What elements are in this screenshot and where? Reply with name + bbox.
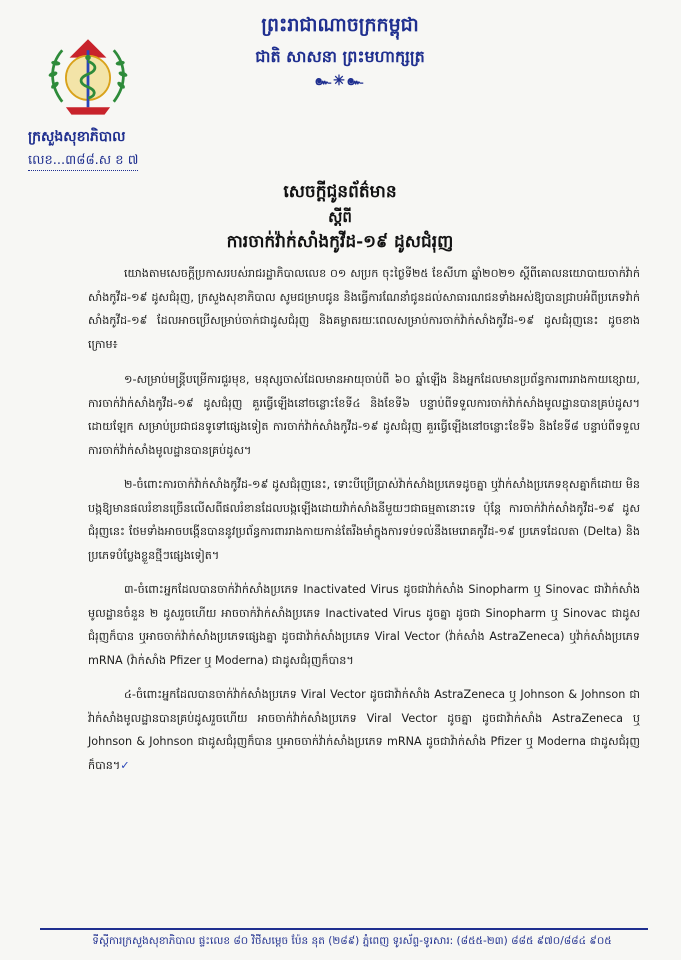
guideline-item-4 <box>88 683 640 777</box>
document-topic: ការចាក់វ៉ាក់សាំងកូវីដ-១៩ ដូសជំរុញ <box>226 232 454 252</box>
intro-paragraph: យោងតាមសេចក្ដីប្រកាសរបស់រាជរដ្ឋាភិបាលលេខ ០១ សប្រក ចុះថ្ងៃទី២៥ ខែសីហា ឆ្នាំ២០២១ ស្ដីពីគោលនយោបាយចាក់វ៉ាក់សាំងកូវីដ-១៩ ដូសជំរុញ, ក្រសួងសុខាភិបាល សូមជម្រាបជូន និងធ្វើការណែនាំជូនដល់សាធារណជនទាំងអស់ឱ្យបានជ្រាបអំពីប្រភេទវ៉ាក់សាំងកូវីដ-១៩ ដែលអាចប្រើសម្រាប់ចាក់ជាដូសជំរុញ និងគម្លាតរយៈពេលសម្រាប់ការចាក់វ៉ាក់សាំងកូវីដ-១៩ ដូសជំរុញនេះ ដូចខាងក្រោម៖ <box>88 267 640 351</box>
kingdom-motto: ជាតិ សាសនា ព្រះមហាក្សត្រ <box>255 47 425 66</box>
ornament-divider: ๛✳๛ <box>314 73 366 89</box>
document-body <box>88 262 640 788</box>
handwritten-mark: ✓ <box>120 758 130 772</box>
document-title: សេចក្ដីជូនព័ត៌មាន <box>283 182 397 202</box>
guideline-item-4-text: ៤-ចំពោះអ្នកដែលបានចាក់វ៉ាក់សាំងប្រភេទ Viral Vector ដូចជាវ៉ាក់សាំង AstraZeneca ឬ Johnson & Johnson ជាវ៉ាក់សាំងមូលដ្ឋានបានគ្រប់ដូសរួចហើយ អាចចាក់វ៉ាក់សាំងប្រភេទ Viral Vector ដូចគ្នា ដូចជាវ៉ាក់សាំង AstraZeneca ឬ Johnson & Johnson ជាដូសជំរុញក៏បាន ឬអាចចាក់វ៉ាក់សាំងប្រភេទ mRNA ដូចជាវ៉ាក់សាំង Pfizer ឬ Moderna ជាដូសជំរុញក៏បាន។ <box>88 688 640 772</box>
guideline-item-2: ២-ចំពោះការចាក់វ៉ាក់សាំងកូវីដ-១៩ ដូសជំរុញនេះ, ទោះបីប្រើប្រាស់វ៉ាក់សាំងប្រភេទដូចគ្នា ឬវ៉ាក់សាំងប្រភេទខុសគ្នាក៏ដោយ មិនបង្កឱ្យមានផលរំខានច្រើនលើសពីផលរំខានដែលបង្កឡើងដោយវ៉ាក់សាំងនីមួយៗជាធម្មតានោះទេ ប៉ុន្តែ ការចាក់វ៉ាក់សាំងកូវីដ-១៩ ដូសជំរុញនេះ ថែមទាំងអាចបង្កើនបាននូវប្រព័ន្ធការពាររាងកាយកាន់តែរឹងមាំក្នុងការទប់ទល់នឹងមេរោគកូវីដ-១៩ ប្រភេទដែលតា (Delta) និងប្រភេទបំប្លែងខ្លួនថ្មីៗផ្សេងទៀត។ <box>88 478 640 562</box>
document-title-block <box>120 180 560 254</box>
footer-divider <box>40 928 648 930</box>
document-subtitle: ស្ដីពី <box>328 208 352 226</box>
document-number: លេខ...៣៨៨.ស ខ ៧ <box>28 152 138 171</box>
guideline-item-3: ៣-ចំពោះអ្នកដែលបានចាក់វ៉ាក់សាំងប្រភេទ Inactivated Virus ដូចជាវ៉ាក់សាំង Sinopharm ឬ Sinovac ជាវ៉ាក់សាំងមូលដ្ឋានចំនួន ២ ដូសរួចហើយ អាចចាក់វ៉ាក់សាំងប្រភេទ Inactivated Virus ដូចគ្នា ដូចជា Sinopharm ឬ Sinovac ជាដូសជំរុញក៏បាន ឬអាចចាក់វ៉ាក់សាំងប្រភេទផ្សេងគ្នា ដូចជាវ៉ាក់សាំងប្រភេទ Viral Vector (វ៉ាក់សាំង AstraZeneca) ឬវ៉ាក់សាំងប្រភេទ mRNA (វ៉ាក់សាំង Pfizer ឬ Moderna) ជាដូសជំរុញក៏បាន។ <box>88 583 640 667</box>
guideline-item-1: ១-សម្រាប់មន្ត្រីបម្រើការជួរមុខ, មនុស្សចាស់ដែលមានអាយុចាប់ពី ៦០ ឆ្នាំឡើង និងអ្នកដែលមានប្រព័ន្ធការពាររាងកាយខ្សោយ, ការចាក់វ៉ាក់សាំងកូវីដ-១៩ ដូសជំរុញ គួរធ្វើឡើងនៅចន្លោះខែទី៤ និងខែទី៦ បន្ទាប់ពីទទួលការចាក់វ៉ាក់សាំងមូលដ្ឋានបានគ្រប់ដូស។ ដោយឡែក សម្រាប់ប្រជាជនទូទៅផ្សេងទៀត ការចាក់វ៉ាក់សាំងកូវីដ-១៩ ដូសជំរុញ គួរធ្វើឡើងនៅចន្លោះខែទី៦ និងខែទី៨ បន្ទាប់ពីទទួលការចាក់វ៉ាក់សាំងមូលដ្ឋានបានគ្រប់ដូស។ <box>88 373 640 457</box>
kingdom-title: ព្រះរាជាណាចក្រកម្ពុជា <box>261 14 419 36</box>
ministry-name: ក្រសួងសុខាភិបាល <box>28 129 126 145</box>
kingdom-header <box>180 12 500 90</box>
ministry-health-logo-icon <box>42 30 134 122</box>
ministry-logo-block <box>28 30 148 171</box>
footer-address: ទីស្ដីការក្រសួងសុខាភិបាល ផ្ទះលេខ ៨០ វិថីសម្ដេច ប៉ែន នុត (២៨៩) ភ្នំពេញ ទូរស័ព្ទ-ទូរសារ: (៨៥៥-២៣) ៨៨៥ ៩៧០/៨៨៤ ៩០៥ <box>92 935 612 947</box>
